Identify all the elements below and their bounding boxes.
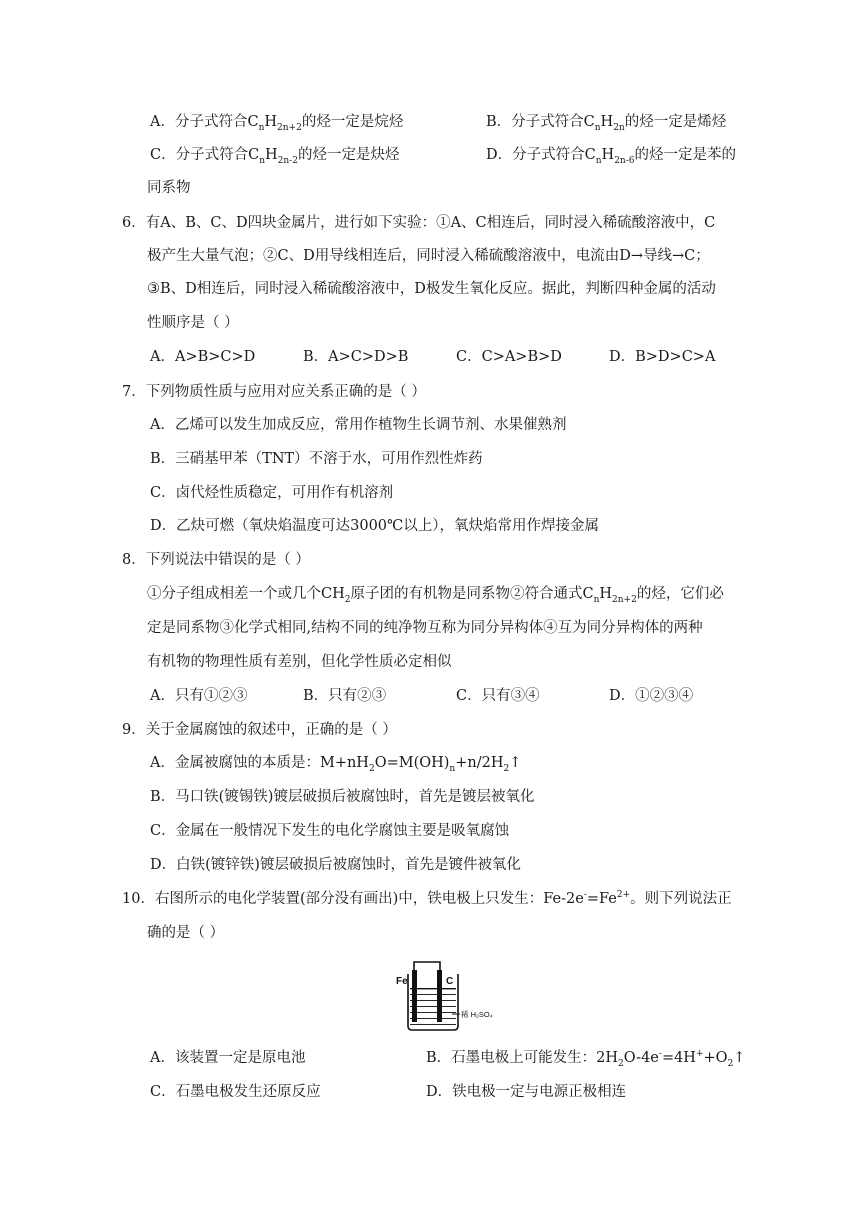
q6-option-b: B．A>C>D>B [303,349,409,365]
q6-stem-line-3: ③B、D相连后，同时浸入稀硫酸溶液中，D极发生氧化反应。据此，判断四种金属的活动 [147,281,716,297]
q7-option-d: D．乙炔可燃（氧炔焰温度可达3000℃以上），氧炔焰常用作焊接金属 [150,518,599,534]
q9-option-d: D．白铁(镀锌铁)镀层破损后被腐蚀时，首先是镀件被氧化 [150,857,521,873]
electrochemical-cell-figure [396,956,506,1036]
q8-stem: 8．下列说法中错误的是（ ） [122,552,310,568]
q8-statement-line-1: ①分子组成相差一个或几个$CH_2$原子团的有机物是同系物②符合通式$C_nH_{2n+2}$的烃，它们必 [147,586,724,605]
q6-stem-line-1: 6．有A、B、C、D四块金属片，进行如下实验：①A、C相连后，同时浸入稀硫酸溶液中，C [122,215,716,231]
q10-option-b: B．石墨电极上可能发生：$2H_2O-4e^-=4H^++O_2↑$ [426,1049,746,1069]
q8-statement-line-3: 有机物的物理性质有差别，但化学性质必定相似 [147,654,452,670]
q8-statement-line-2: 定是同系物③化学式相同,结构不同的纯净物互称为同分异构体④互为同分异构体的两种 [147,620,703,636]
q6-stem-line-2: 极产生大量气泡；②C、D用导线相连后，同时浸入稀硫酸溶液中，电流由D→导线→C； [147,248,710,264]
acid-label: 稀 H₂SO₄ [461,1010,493,1019]
c-label: C [446,976,454,987]
q8-option-b: B．只有②③ [303,688,387,704]
q8-option-a: A．只有①②③ [150,688,248,704]
q5-option-d: D．分子式符合$C_nH_{2n-6}$的烃一定是苯的 [486,147,736,166]
q7-option-a: A．乙烯可以发生加成反应，常用作植物生长调节剂、水果催熟剂 [150,417,567,433]
q8-option-c: C．只有③④ [456,688,540,704]
connecting-wire [414,962,440,972]
q7-option-c: C．卤代烃性质稳定，可用作有机溶剂 [150,485,394,501]
q8-option-d: D．①②③④ [609,688,694,704]
q9-stem: 9．关于金属腐蚀的叙述中，正确的是（ ） [122,722,397,738]
iron-electrode [412,970,417,1022]
q10-option-a: A．该装置一定是原电池 [150,1050,306,1066]
q9-option-a: A．金属被腐蚀的本质是：$M+nH_2O=M(OH)_n+n/2H_2↑$ [150,755,522,774]
q10-stem-line-1: 10．右图所示的电化学装置(部分没有画出)中，铁电极上只发生：$Fe-2e^-=Fe^{2+}$。则下列说法正 [122,890,732,907]
q5-option-c: C．分子式符合$C_nH_{2n-2}$的烃一定是炔烃 [150,147,400,166]
carbon-electrode [437,970,442,1022]
q6-option-c: C．C>A>B>D [456,349,562,365]
q6-stem-line-4: 性顺序是（ ） [147,315,239,331]
q10-option-c: C．石墨电极发生还原反应 [150,1084,321,1100]
q6-option-a: A．A>B>C>D [150,349,256,365]
q5-option-b: B．分子式符合$C_nH_{2n}$的烃一定是烯烃 [486,114,727,133]
q5-option-a: A．分子式符合$C_nH_{2n+2}$的烃一定是烷烃 [150,114,404,133]
q6-option-d: D．B>D>C>A [609,349,716,365]
q7-stem: 7．下列物质性质与应用对应关系正确的是（ ） [122,384,426,400]
q10-stem-line-2: 确的是（ ） [147,925,225,941]
q9-option-c: C．金属在一般情况下发生的电化学腐蚀主要是吸氧腐蚀 [150,823,510,839]
q7-option-b: B．三硝基甲苯（TNT）不溶于水，可用作烈性炸药 [150,451,483,467]
q10-option-d: D．铁电极一定与电源正极相连 [426,1084,627,1100]
q5-option-d-continued: 同系物 [147,180,191,196]
q9-option-b: B．马口铁(镀锡铁)镀层破损后被腐蚀时，首先是镀层被氧化 [150,789,535,805]
fe-label: Fe [396,976,408,987]
